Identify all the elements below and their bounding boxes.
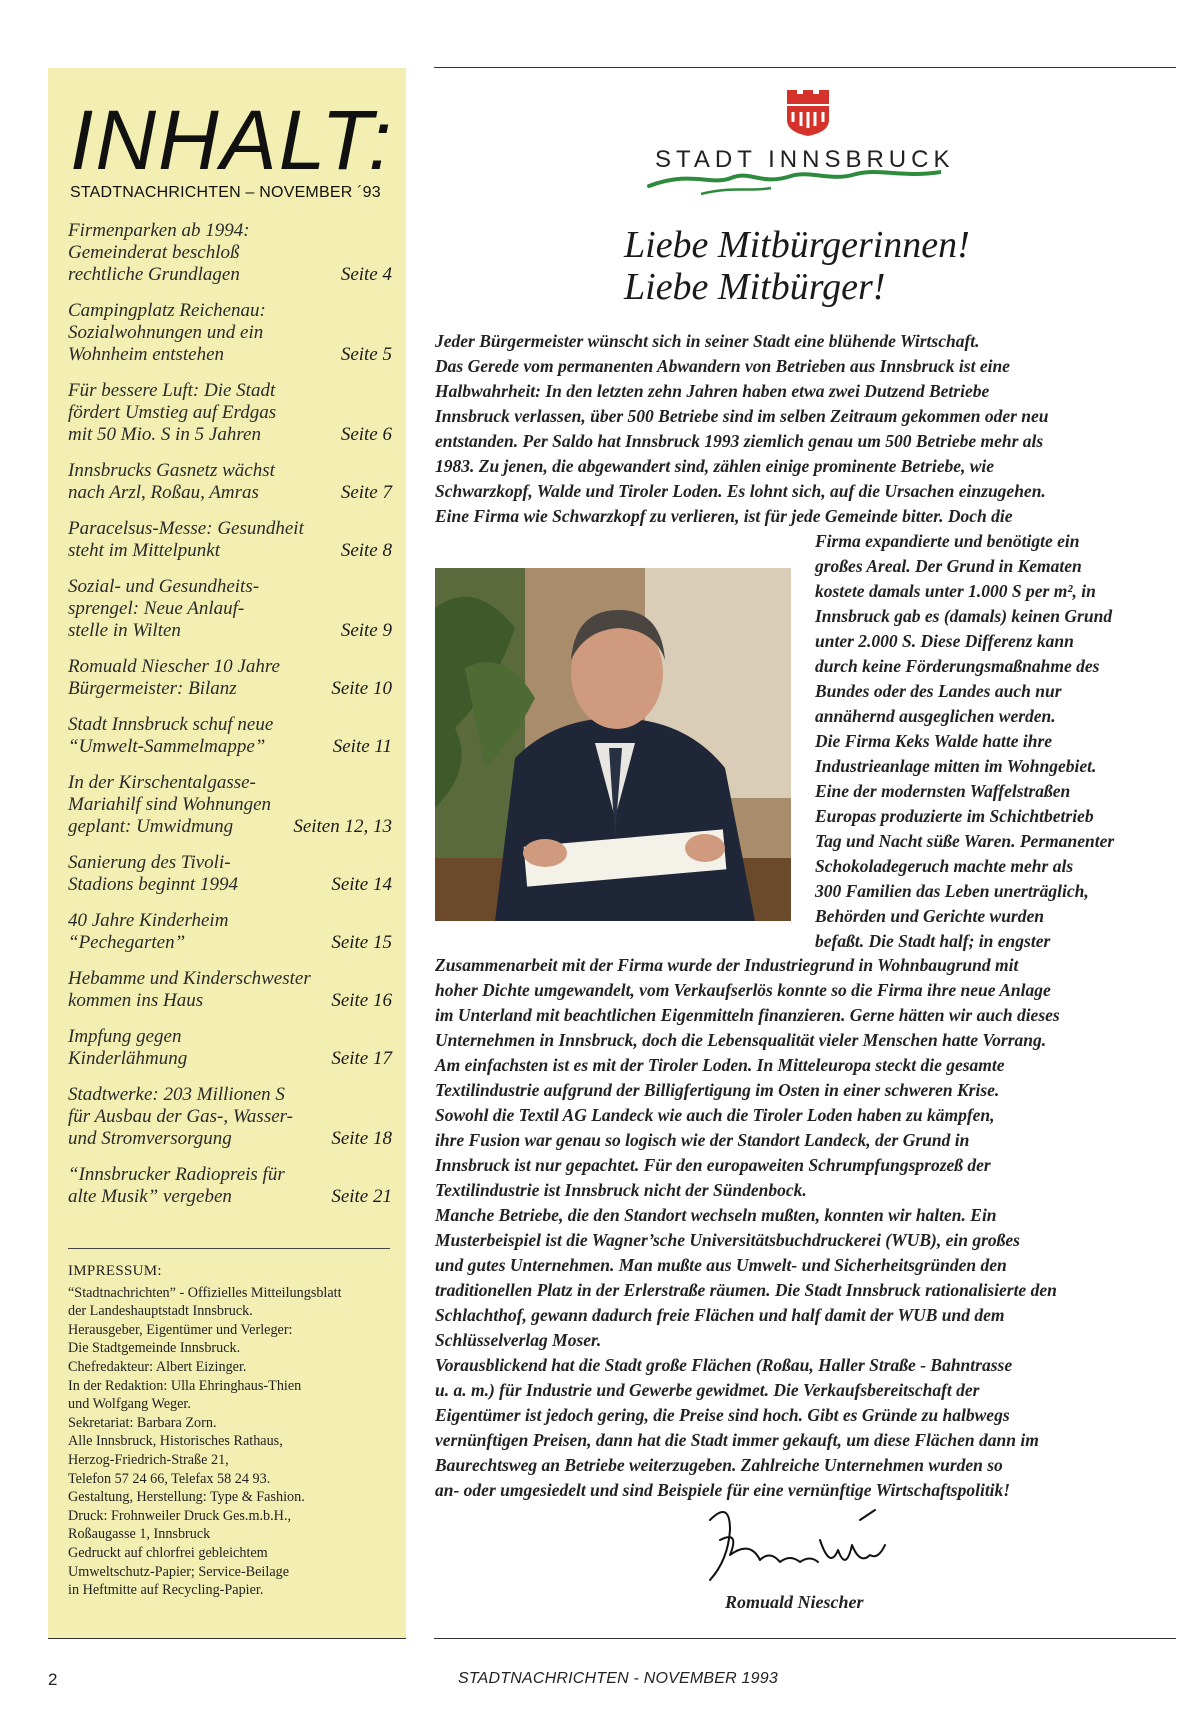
toc-item-title: Impfung gegen Kinderlähmung [68, 1026, 188, 1069]
letter-text-line: Innsbruck ist nur gepachtet. Für den europaweiten Schrumpfungsprozeß der [435, 1155, 991, 1175]
letter-text-line: Behörden und Gerichte wurden [815, 906, 1044, 926]
toc-item[interactable] [68, 968, 392, 1012]
impressum-line: In der Redaktion: Ulla Ehringhaus-Thien [68, 1377, 302, 1394]
toc-item-page: Seite 18 [331, 1128, 392, 1149]
toc-item[interactable] [68, 772, 392, 838]
toc-item[interactable] [68, 518, 392, 562]
toc-item-title: Innsbrucks Gasnetz wächst nach Arzl, Roßau, Amras [68, 460, 275, 503]
toc-item[interactable] [68, 576, 392, 642]
letter-text-line: traditionellen Platz in der Erlerstraße räumen. Die Stadt Innsbruck rationalisierte den [435, 1280, 1057, 1300]
letter-text-line: Jeder Bürgermeister wünscht sich in seiner Stadt eine blühende Wirtschaft. [435, 331, 980, 351]
letter-text-line: 1983. Zu jenen, die abgewandert sind, zählen einige prominente Betriebe, wie [435, 456, 995, 476]
letter-text-line: Schlachthof, gewann dadurch freie Flächen und half damit der WUB und dem [435, 1305, 1005, 1325]
toc-item[interactable] [68, 656, 392, 700]
impressum-heading: IMPRESSUM: [68, 1263, 162, 1279]
toc-item-title: 40 Jahre Kinderheim “Pechegarten” [68, 910, 229, 953]
sidebar-divider [68, 1248, 390, 1249]
letter-text-line: Schokoladegeruch machte mehr als [815, 856, 1074, 876]
toc-item[interactable] [68, 714, 392, 758]
letter-text-line: Textilindustrie ist Innsbruck nicht der Sündenbock. [435, 1180, 807, 1200]
impressum-line: Umweltschutz-Papier; Service-Beilage [68, 1563, 290, 1580]
toc-item-page: Seiten 12, 13 [293, 816, 392, 837]
toc-item[interactable] [68, 220, 392, 286]
toc-item-title: Sanierung des Tivoli- Stadions beginnt 1994 [68, 852, 238, 895]
footer-publication: STADTNACHRICHTEN - NOVEMBER 1993 [458, 1670, 778, 1687]
impressum-line: Herausgeber, Eigentümer und Verleger: [68, 1321, 293, 1338]
signer-name: Romuald Niescher [725, 1592, 864, 1612]
letter-text-line: Textilindustrie aufgrund der Billigfertigung im Osten in einer schweren Krise. [435, 1080, 1000, 1100]
letter-text-line: Baurechtsweg an Betriebe weiterzugeben. Zahlreiche Unternehmen wurden so [435, 1455, 1003, 1475]
letter-text-line: Industrieanlage mitten im Wohngebiet. [815, 756, 1097, 776]
impressum-line: Gestaltung, Herstellung: Type & Fashion. [68, 1489, 305, 1506]
toc-item-title: “Innsbrucker Radiopreis für alte Musik” vergeben [68, 1164, 285, 1207]
toc-item-title: In der Kirschentalgasse- Mariahilf sind Wohnungen geplant: Umwidmung [68, 772, 272, 837]
toc-item-title: Firmenparken ab 1994: Gemeinderat beschloß rechtliche Grundlagen [68, 220, 250, 285]
toc-item[interactable] [68, 910, 392, 954]
impressum-line: Druck: Frohnweiler Druck Ges.m.b.H., [68, 1507, 292, 1524]
toc-item-page: Seite 4 [340, 264, 392, 285]
toc-item-title: Hebamme und Kinderschwester kommen ins Haus [68, 968, 311, 1011]
toc-item-page: Seite 10 [331, 678, 392, 699]
letter-body-right [815, 529, 1177, 954]
toc-item-page: Seite 15 [331, 932, 392, 953]
letter-text-line: entstanden. Per Saldo hat Innsbruck 1993 ziemlich genau um 500 Betriebe mehr als [435, 431, 1044, 451]
impressum-line: der Landeshauptstadt Innsbruck. [68, 1303, 253, 1320]
letter-text-line: Unternehmen in Innsbruck, doch die Lebensqualität vieler Menschen hatte Vorrang. [435, 1030, 1047, 1050]
top-rule [434, 67, 1176, 68]
impressum [68, 1262, 398, 1600]
letter-text-line: Sowohl die Textil AG Landeck wie auch die Tiroler Loden haben zu kämpfen, [435, 1105, 995, 1125]
letter-text-line: Eine Firma wie Schwarzkopf zu verlieren, ist für jede Gemeinde bitter. Doch die [435, 506, 1013, 526]
letter-text-line: ihre Fusion war genau so logisch wie der Standort Landeck, der Grund in [435, 1130, 970, 1150]
letter-text-line: Bundes oder des Landes auch nur [815, 681, 1062, 701]
toc-item-page: Seite 9 [340, 620, 392, 641]
letter-text-line: Musterbeispiel ist die Wagner’sche Universitätsbuchdruckerei (WUB), ein großes [435, 1230, 1020, 1250]
letter-body-top [435, 329, 1177, 529]
toc-item-page: Seite 6 [340, 424, 392, 445]
toc-item[interactable] [68, 380, 392, 446]
letter-text-line: Manche Betriebe, die den Standort wechseln mußten, konnten wir halten. Ein [435, 1205, 997, 1225]
letter-text-line: Innsbruck verlassen, über 500 Betriebe sind im selben Zeitraum gekommen oder neu [435, 406, 1049, 426]
toc-item-page: Seite 16 [331, 990, 392, 1011]
letter-text-line: hoher Dichte umgewandelt, vom Verkaufserlös konnte so die Firma ihre neue Anlage [435, 980, 1051, 1000]
contents-subtitle: STADTNACHRICHTEN – NOVEMBER ´93 [70, 184, 381, 201]
signature-image [700, 1500, 900, 1590]
letter-text-line: an- oder umgesiedelt und sind Beispiele für eine vernünftige Wirtschaftspolitik! [435, 1480, 1011, 1500]
letter-text-line: großes Areal. Der Grund in Kematen [815, 556, 1082, 576]
letter-text-line: durch keine Förderungsmaßnahme des [815, 656, 1100, 676]
city-logo [641, 90, 941, 200]
toc-item[interactable] [68, 300, 392, 366]
impressum-lines [68, 1284, 398, 1600]
toc-item-page: Seite 17 [331, 1048, 392, 1069]
toc-item-page: Seite 8 [340, 540, 392, 561]
impressum-line: “Stadtnachrichten” - Offizielles Mitteilungsblatt [68, 1284, 342, 1301]
brand-name: STADT INNSBRUCK [655, 146, 955, 173]
toc-item-title: Stadt Innsbruck schuf neue “Umwelt-Sammelmappe” [68, 714, 274, 757]
footer-rule-left [48, 1638, 406, 1639]
letter-text-line: Schlüsselverlag Moser. [435, 1330, 602, 1350]
river-swoosh-icon [649, 172, 941, 186]
impressum-line: in Heftmitte auf Recycling-Papier. [68, 1582, 264, 1599]
letter-text-line: u. a. m.) für Industrie und Gewerbe gewidmet. Die Verkaufsbereitschaft der [435, 1380, 980, 1400]
letter-greeting [624, 224, 970, 308]
impressum-line: Die Stadtgemeinde Innsbruck. [68, 1340, 241, 1357]
contents-sidebar [48, 68, 406, 1638]
letter-text-line: vernünftigen Preisen, dann hat die Stadt immer gekauft, um diese Flächen dann im [435, 1430, 1039, 1450]
impressum-line: Alle Innsbruck, Historisches Rathaus, [68, 1433, 283, 1450]
impressum-line: Herzog-Friedrich-Straße 21, [68, 1451, 229, 1468]
toc-item-title: Campingplatz Reichenau: Sozialwohnungen und ein Wohnheim entstehen [68, 300, 266, 365]
toc-item[interactable] [68, 852, 392, 896]
toc-item-page: Seite 7 [340, 482, 392, 503]
toc-item-page: Seite 5 [340, 344, 392, 365]
impressum-line: Gedruckt auf chlorfrei gebleichtem [68, 1544, 268, 1561]
letter-text-line: Das Gerede vom permanenten Abwandern von Betrieben aus Innsbruck ist eine [435, 356, 1010, 376]
toc-item-title: Sozial- und Gesundheits- sprengel: Neue Anlauf- stelle in Wilten [68, 576, 260, 641]
toc-item-title: Romuald Niescher 10 Jahre Bürgermeister: Bilanz [68, 656, 280, 699]
toc-item[interactable] [68, 1084, 392, 1150]
table-of-contents [68, 220, 392, 1222]
letter-text-line: im Unterland mit beachtlichen Eigenmitteln finanzieren. Gerne hätten wir auch dieses [435, 1005, 1060, 1025]
letter-text-line: Zusammenarbeit mit der Firma wurde der Industriegrund in Wohnbaugrund mit [435, 955, 1019, 975]
impressum-line: und Wolfgang Weger. [68, 1396, 191, 1413]
letter-text-line: annähernd ausgeglichen werden. [815, 706, 1056, 726]
coat-of-arms-icon [787, 90, 829, 136]
impressum-line: Telefon 57 24 66, Telefax 58 24 93. [68, 1470, 271, 1487]
letter-text-line: Europas produzierte im Schichtbetrieb [815, 806, 1094, 826]
impressum-line: Sekretariat: Barbara Zorn. [68, 1414, 217, 1431]
toc-item-title: Für bessere Luft: Die Stadt fördert Umstieg auf Erdgas mit 50 Mio. S in 5 Jahren [68, 380, 277, 445]
letter-text-line: befaßt. Die Stadt half; in engster [815, 931, 1051, 951]
toc-item[interactable] [68, 1026, 392, 1070]
letter-text-line: kostete damals unter 1.000 S per m², in [815, 581, 1096, 601]
letter-text-line: Vorausblickend hat die Stadt große Flächen (Roßau, Haller Straße - Bahntrasse [435, 1355, 1013, 1375]
letter-body-bottom [435, 953, 1177, 1503]
impressum-line: Chefredakteur: Albert Eizinger. [68, 1358, 247, 1375]
toc-item-page: Seite 14 [331, 874, 392, 895]
toc-item-page: Seite 21 [331, 1186, 392, 1207]
toc-item[interactable] [68, 460, 392, 504]
impressum-line: Roßaugasse 1, Innsbruck [68, 1526, 211, 1543]
toc-item-title: Stadtwerke: 203 Millionen S für Ausbau der Gas-, Wasser- und Stromversorgung [68, 1084, 293, 1149]
letter-text-line: und gutes Unternehmen. Man mußte aus Umwelt- und Sicherheitsgründen den [435, 1255, 1007, 1275]
toc-item[interactable] [68, 1164, 392, 1208]
letter-text-line: Firma expandierte und benötigte ein [815, 531, 1080, 551]
letter-text-line: Die Firma Keks Walde hatte ihre [815, 731, 1053, 751]
toc-item-title: Paracelsus-Messe: Gesundheit steht im Mittelpunkt [68, 518, 304, 561]
toc-item-page: Seite 11 [332, 736, 392, 757]
letter-text-line: Tag und Nacht süße Waren. Permanenter [815, 831, 1115, 851]
letter-text-line: Schwarzkopf, Walde und Tiroler Loden. Es lohnt sich, auf die Ursachen einzugehen. [435, 481, 1046, 501]
letter-text-line: unter 2.000 S. Diese Differenz kann [815, 631, 1074, 651]
letter-text-line: Eine der modernsten Waffelstraßen [815, 781, 1071, 801]
mayor-portrait-photo [435, 568, 791, 921]
greeting-line-1: Liebe Mitbürgerinnen! [624, 224, 970, 266]
footer-rule-right [434, 1638, 1176, 1639]
page-number: 2 [48, 1670, 58, 1689]
greeting-line-2: Liebe Mitbürger! [624, 266, 886, 308]
letter-text-line: Am einfachsten ist es mit der Tiroler Loden. In Mitteleuropa steckt die gesamte [435, 1055, 1005, 1075]
contents-title: INHALT: [70, 93, 394, 187]
letter-text-line: Innsbruck gab es (damals) keinen Grund [815, 606, 1113, 626]
letter-text-line: Halbwahrheit: In den letzten zehn Jahren haben etwa zwei Dutzend Betriebe [435, 381, 990, 401]
letter-text-line: 300 Familien das Leben unerträglich, [815, 881, 1089, 901]
letter-text-line: Eigentümer ist jedoch gering, die Preise sind hoch. Gibt es Gründe zu halbwegs [435, 1405, 1010, 1425]
